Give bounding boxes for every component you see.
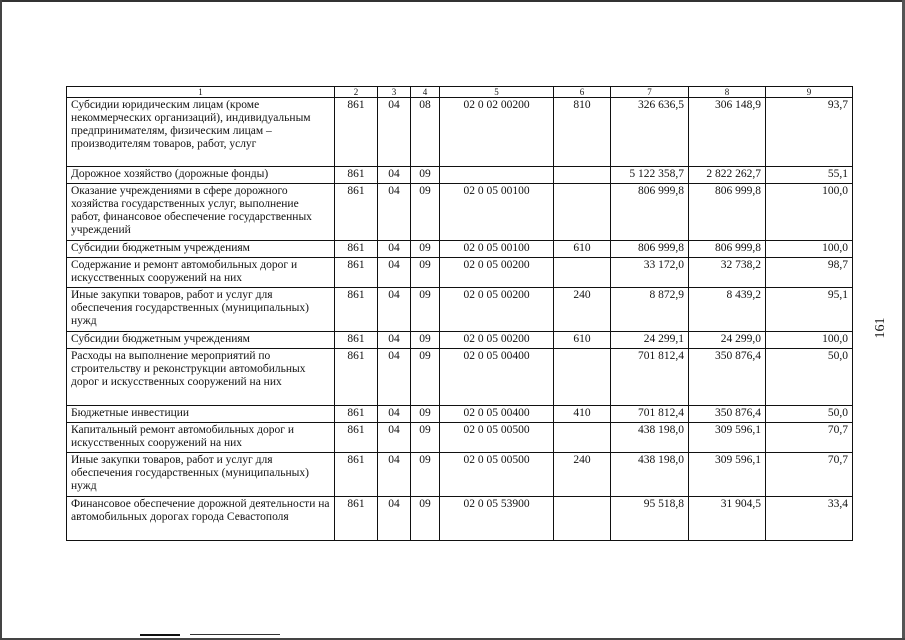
cell-subsection: 09: [411, 423, 440, 453]
cell-ministry-code: 861: [335, 258, 378, 288]
cell-percent: 98,7: [766, 258, 853, 288]
footer-rule: [140, 634, 180, 636]
table-row: [67, 241, 853, 258]
cell-plan: 5 122 358,7: [611, 167, 689, 184]
cell-target-item: 02 0 05 00200: [440, 258, 554, 288]
cell-section: 04: [378, 241, 411, 258]
table-row: [67, 98, 853, 167]
cell-expense-type: [554, 258, 611, 288]
cell-expense-type: [554, 349, 611, 406]
cell-subsection: 08: [411, 98, 440, 167]
cell-percent: 50,0: [766, 349, 853, 406]
header-cell: 4: [411, 87, 440, 98]
cell-actual: 350 876,4: [689, 406, 766, 423]
cell-percent: 100,0: [766, 241, 853, 258]
cell-actual: 2 822 262,7: [689, 167, 766, 184]
cell-section: 04: [378, 497, 411, 541]
cell-plan: 438 198,0: [611, 453, 689, 497]
header-cell: 8: [689, 87, 766, 98]
table-row: [67, 332, 853, 349]
cell-subsection: 09: [411, 258, 440, 288]
cell-actual: 806 999,8: [689, 241, 766, 258]
cell-target-item: 02 0 05 00100: [440, 184, 554, 241]
cell-expense-type: [554, 167, 611, 184]
cell-ministry-code: 861: [335, 423, 378, 453]
table-row: [67, 423, 853, 453]
footer-rule-thin: [190, 634, 280, 635]
cell-percent: 100,0: [766, 332, 853, 349]
table-row: [67, 288, 853, 332]
table-row: [67, 349, 853, 406]
cell-expense-type: [554, 184, 611, 241]
cell-section: 04: [378, 423, 411, 453]
cell-ministry-code: 861: [335, 349, 378, 406]
cell-section: 04: [378, 406, 411, 423]
cell-plan: 33 172,0: [611, 258, 689, 288]
cell-target-item: 02 0 05 00100: [440, 241, 554, 258]
row-name: Иные закупки товаров, работ и услуг для обеспечения государственных (муниципальных) нужд: [67, 453, 335, 497]
cell-subsection: 09: [411, 184, 440, 241]
cell-plan: 806 999,8: [611, 184, 689, 241]
cell-percent: 93,7: [766, 98, 853, 167]
cell-percent: 100,0: [766, 184, 853, 241]
cell-plan: 8 872,9: [611, 288, 689, 332]
header-cell: 7: [611, 87, 689, 98]
cell-subsection: 09: [411, 167, 440, 184]
cell-subsection: 09: [411, 288, 440, 332]
cell-actual: 31 904,5: [689, 497, 766, 541]
row-name: Расходы на выполнение мероприятий по строительству и реконструкции автомобильных дорог и искусственных сооружений на них: [67, 349, 335, 406]
cell-percent: 55,1: [766, 167, 853, 184]
header-cell: 3: [378, 87, 411, 98]
row-name: Капитальный ремонт автомобильных дорог и искусственных сооружений на них: [67, 423, 335, 453]
cell-expense-type: [554, 423, 611, 453]
row-name: Оказание учреждениями в сфере дорожного хозяйства государственных услуг, выполнение работ, финансовое обеспечение государственных учреждений: [67, 184, 335, 241]
cell-ministry-code: 861: [335, 453, 378, 497]
cell-target-item: 02 0 05 53900: [440, 497, 554, 541]
cell-expense-type: 610: [554, 241, 611, 258]
cell-percent: 95,1: [766, 288, 853, 332]
cell-target-item: 02 0 05 00400: [440, 406, 554, 423]
cell-plan: 326 636,5: [611, 98, 689, 167]
cell-ministry-code: 861: [335, 184, 378, 241]
header-cell: 1: [67, 87, 335, 98]
cell-subsection: 09: [411, 349, 440, 406]
row-name: Субсидии бюджетным учреждениям: [67, 332, 335, 349]
cell-target-item: 02 0 05 00200: [440, 332, 554, 349]
cell-expense-type: 240: [554, 453, 611, 497]
header-cell: 5: [440, 87, 554, 98]
cell-subsection: 09: [411, 497, 440, 541]
cell-actual: 32 738,2: [689, 258, 766, 288]
cell-section: 04: [378, 98, 411, 167]
page-number: 161: [873, 317, 888, 339]
cell-target-item: 02 0 05 00500: [440, 453, 554, 497]
cell-section: 04: [378, 288, 411, 332]
scan-border-top: [0, 0, 905, 2]
cell-expense-type: 810: [554, 98, 611, 167]
cell-actual: 8 439,2: [689, 288, 766, 332]
cell-expense-type: 410: [554, 406, 611, 423]
cell-target-item: 02 0 05 00400: [440, 349, 554, 406]
cell-plan: 24 299,1: [611, 332, 689, 349]
cell-subsection: 09: [411, 332, 440, 349]
cell-ministry-code: 861: [335, 406, 378, 423]
cell-section: 04: [378, 258, 411, 288]
cell-plan: 701 812,4: [611, 349, 689, 406]
cell-section: 04: [378, 184, 411, 241]
row-name: Бюджетные инвестиции: [67, 406, 335, 423]
cell-percent: 50,0: [766, 406, 853, 423]
header-cell: 2: [335, 87, 378, 98]
row-name: Дорожное хозяйство (дорожные фонды): [67, 167, 335, 184]
cell-plan: 806 999,8: [611, 241, 689, 258]
table-row: [67, 453, 853, 497]
cell-percent: 70,7: [766, 423, 853, 453]
cell-actual: 806 999,8: [689, 184, 766, 241]
cell-section: 04: [378, 167, 411, 184]
cell-expense-type: 610: [554, 332, 611, 349]
cell-actual: 350 876,4: [689, 349, 766, 406]
budget-table: [66, 86, 853, 541]
cell-section: 04: [378, 453, 411, 497]
cell-expense-type: 240: [554, 288, 611, 332]
table-row: [67, 184, 853, 241]
cell-ministry-code: 861: [335, 241, 378, 258]
header-row: [67, 87, 853, 98]
cell-plan: 438 198,0: [611, 423, 689, 453]
row-name: Финансовое обеспечение дорожной деятельности на автомобильных дорогах города Севастополя: [67, 497, 335, 541]
table-row: [67, 258, 853, 288]
cell-ministry-code: 861: [335, 497, 378, 541]
row-name: Содержание и ремонт автомобильных дорог и искусственных сооружений на них: [67, 258, 335, 288]
table-row: [67, 406, 853, 423]
cell-plan: 95 518,8: [611, 497, 689, 541]
cell-actual: 309 596,1: [689, 423, 766, 453]
header-cell: 9: [766, 87, 853, 98]
cell-target-item: 02 0 02 00200: [440, 98, 554, 167]
cell-subsection: 09: [411, 406, 440, 423]
cell-ministry-code: 861: [335, 98, 378, 167]
cell-subsection: 09: [411, 241, 440, 258]
row-name: Иные закупки товаров, работ и услуг для обеспечения государственных (муниципальных) нужд: [67, 288, 335, 332]
table-row: [67, 497, 853, 541]
cell-actual: 24 299,0: [689, 332, 766, 349]
cell-section: 04: [378, 332, 411, 349]
cell-section: 04: [378, 349, 411, 406]
cell-expense-type: [554, 497, 611, 541]
cell-percent: 70,7: [766, 453, 853, 497]
cell-ministry-code: 861: [335, 288, 378, 332]
cell-ministry-code: 861: [335, 332, 378, 349]
row-name: Субсидии бюджетным учреждениям: [67, 241, 335, 258]
cell-subsection: 09: [411, 453, 440, 497]
cell-target-item: 02 0 05 00500: [440, 423, 554, 453]
cell-plan: 701 812,4: [611, 406, 689, 423]
cell-ministry-code: 861: [335, 167, 378, 184]
cell-percent: 33,4: [766, 497, 853, 541]
header-cell: 6: [554, 87, 611, 98]
row-name: Субсидии юридическим лицам (кроме некоммерческих организаций), индивидуальным предпринимателям, физическим лицам – производителям товаров, работ, услуг: [67, 98, 335, 167]
cell-target-item: [440, 167, 554, 184]
cell-actual: 306 148,9: [689, 98, 766, 167]
table-row: [67, 167, 853, 184]
cell-actual: 309 596,1: [689, 453, 766, 497]
scan-border-left: [0, 0, 2, 640]
cell-target-item: 02 0 05 00200: [440, 288, 554, 332]
